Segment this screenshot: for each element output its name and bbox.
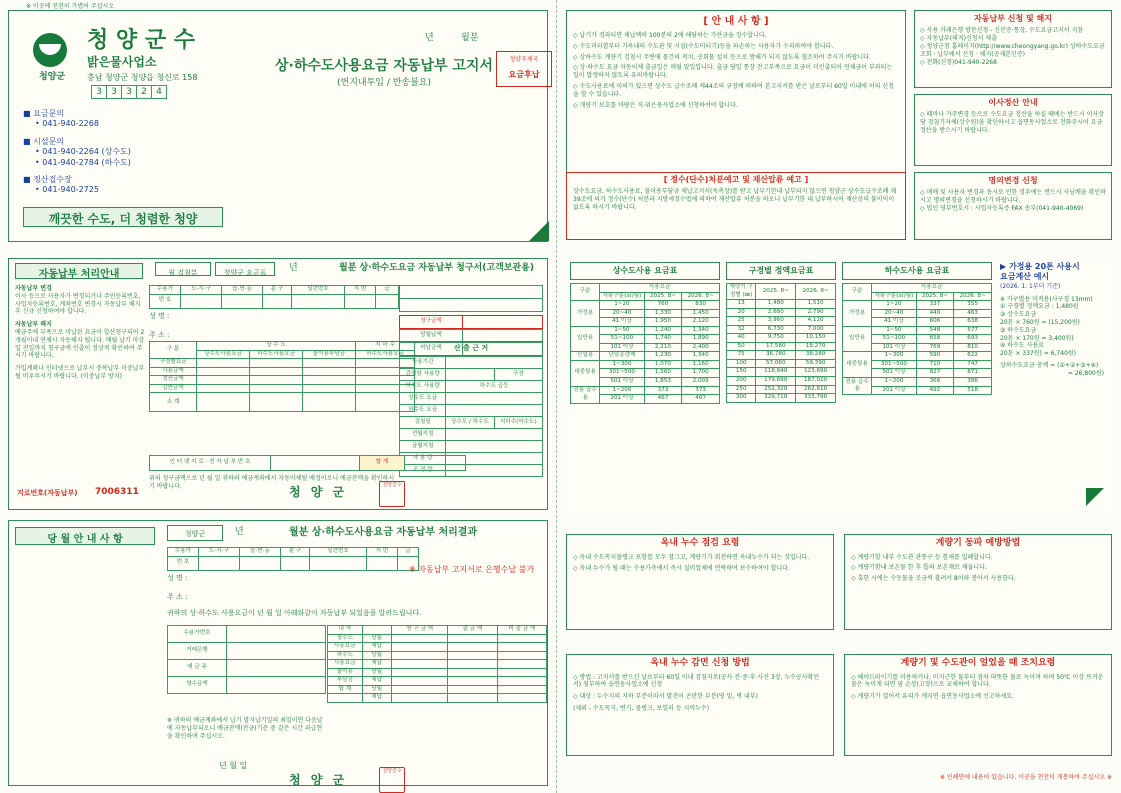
res-gr-4-a: 당월 [362,668,391,677]
example-line-5: 20톤 × 170원 = 3,400원) [1000,334,1074,342]
autopay-seal: 청양군수 [379,481,405,507]
res-lf-0: 수용가번호 [168,626,227,643]
tip-1-item-1: ◇ 계량기함내 보온물 한 후 톱의 보온재로 채웁니다. [851,564,1105,572]
cust-h-1: 도·시·구 [181,286,222,295]
cust-h-4: 일련번호 [292,286,345,295]
result-sentence: 귀하의 상·하수도 사용요금이 년 월 일 아래와같이 자동납부 되었음을 알려드립니다. [167,609,422,617]
cal-h-1: 2025. 8~ [756,284,796,300]
example-line-0: ※ 가구별용 미적용(사구경 13mm) [1000,295,1093,303]
tip-0-item-0: ◇ 옥내 수도꼭지물탱크 포함를 모두 잠그고, 계량기가 회전하면 옥내누수가 되는 것입니다. [573,554,827,562]
wr-h-use: 사용요금 [600,284,720,293]
water-rate-title: 상수도사용 요금표 [570,262,720,280]
amt-row-0: 구경별요금 [150,359,197,368]
example-subtitle: 요금계산 예시 [1000,272,1050,282]
res-gr-6-n: 합 계 [328,685,363,694]
sr-cls-2: 대중탕용 [843,352,872,378]
postal-stamp [496,51,552,87]
customer-info-table [149,285,399,340]
giro-line-table [149,455,466,471]
example-line-3: 20톤 × 760원 = (15,200원) [1000,318,1080,326]
doc-title: 상·하수도사용요금 자동납부 고지서 [275,58,493,74]
period-month: 월분 [461,33,479,43]
sewer-rate-block: 하수도사용 요금표 구분 사용요금 사용구분(㎥/월) 2025. 8~ 2026. 8~ 가정용 1~20 337 355 20~40 440 463 41 이상 606 638 일반용 1~50 548 577 51~100 658 693 101 이상 769 810 대중탕용 1~300 590 622 301~500 710 747 501 이상 827 871 전용 급수용 1~200 366 386 201 이상 492 518 [842,262,992,395]
cust-h-6: 급 [376,286,399,295]
sr-sub-2: 2026. 8~ [954,292,992,301]
wr-sub-0: 사용구분(㎥/월) [600,292,644,301]
tab-month-reading-label: 월 검침분 [168,269,198,277]
tip-0-item-1: ◇ 옥내 누수가 될 때는 수용가측에서 즉시 설비업체에 연락하여 보수하여야 합니다. [573,565,827,573]
result-amount-grid [327,625,547,703]
example-line-1: ① 구경별 정액요금 : 1,480원 [1000,303,1079,311]
name-change-item-0: ◇ 매매 및 사용자 변경과 동시로 인한 경우에는 반드시 사님배을 확인하시고 명의변경을 신청하시기 바랍니다. [920,189,1106,205]
period-year: 년 [425,33,434,43]
sewer-rate-title: 하수도사용 요금표 [842,262,992,280]
res-gh-3: 미 출 금 액 [497,626,546,635]
warning-body: 상수도요금, 하수도사용료, 물이용부담금 체납고지서(독촉장)를 받고 납부기한내 납부되지 않으면 청양군 상수도급수조례 제39조에 의거 정수(단수) 처분과 지방세징수법에 의하여 재산압류 처분을 하오니 납부기한 내 납부하시어 재산상의 불이익이 없도록 하시기 바랍니다. [573,188,897,211]
res-gr-2-n: 하수도 [328,651,363,660]
tip-2-item-0: ◇ 방법 : 고지서를 받으신 날로부터 60일 이내 검침지로(공사 전·중·후 사진 3장, 누수공사확인서) 첨부하여 읍면동사업소에 신청 [573,674,827,690]
apply-item-1: ◇ 자동납부(해지)신청서 제출 [920,35,1106,43]
result-signature: 청 양 군 [289,773,348,787]
wr-cls-4: 전용 급수용 [571,386,600,403]
example-line-7: 20톤 × 337원) = 6,740원) [1000,350,1077,358]
note-2-title: 가입계좌나 인터넷으로 납부시 중복납부 이중납부될 비우루시기 바랍니다. (이중납부 방지) [15,365,145,380]
cal-h-0: 계량기 구경별 (㎜) [727,284,756,300]
guide-item-4: ◇ 수도사용료에 이의가 있으면 상수도 급수조례 제44조의 규정에 의하여 본고지서를 받은 날로부터 60일 이내에 이의 신청을 할 수 있습니다. [573,83,899,99]
amt-row-3: 감면금액 [150,384,197,393]
cust-name-line: 성 명 : [149,311,170,320]
res-gr-5-b: 체납 [362,677,391,686]
tip-title-0: 옥내 누수 점검 요령 [660,538,740,548]
apply-item-2: ◇ 청양군청 홈페이지(http://www.cheongyang.go.kr) 상하수도요금조회 · 납부에서 신청 · 해지(공재본인증) [920,43,1106,59]
customer-header-table [149,285,399,309]
corner-mark-1 [529,221,549,241]
move-title: 이사정산 안내 [988,98,1038,107]
contact-head-0: ■ 요금문의 [23,109,273,119]
result-memo: ※ 귀하의 예금계좌에서 납기 말자납기일의 최일이면 다음날에 자동납부되오니 예금잔액(잔금)기준 중 같은 시간 파급현을 확인하여 주십시오. [167,717,323,740]
result-customer-table [167,547,419,602]
tip-3-item-1: ◇ 계량기가 얼어서 유리가 깨지면 읍면동사업소에 신고하세요. [851,693,1105,701]
sr-h-div: 구분 [843,284,872,301]
cust-h-5: 지 번 [345,286,376,295]
res-lf-3: 영수금액 [168,677,227,694]
result-seal: 청양군수 [379,767,405,793]
county-logo-label: 청양군 [38,72,66,82]
tip-2-item-1: ◇ 대상 : 누수지의 지하 부분이라서 발견이 곤란한 부분(땅 밑, 벽 내부) [573,693,827,701]
amt-row-1: 사용금액 [150,367,197,376]
postal-stamp-line1: 청양우체국 [509,56,539,63]
sr-sub-1: 2025. 8~ [916,292,954,301]
claim-blank-0 [400,286,543,299]
tip-3-item-0: ◇ 헤어드라이기를 이용하거나, 미지근한 물부터 점차 따뜻한 물로 녹이며 하며 50℃ 이상 뜨거운 물은 녹이게 되면 옆 손상(고장)으로 교체하여 합니다. [851,674,1105,690]
res-gr-6-b: 체납 [362,694,391,703]
guide-item-3: ◇ 상·하수도 요금 자동이체 출금일은 매월 말일입니다. 출금 당일 통장 잔고부족으로 요금이 미인출되어 연체금이 부과되는 일이 발생하지 않도록 유의바랍니다. [573,64,899,80]
water-rate-block: 상수도사용 요금표 구분 사용요금 사용구분(㎥/월) 2025. 8~ 2026. 8~ 가정용 1~20 760 830 20~40 1,330 1,450 41 이상 1,950 2,120 일반용 1~50 1,240 1,340 51~100 1,740 1,890 101 이상 2,210 2,400 산업용 단일종량제 1,230 1,340 대중탕용 1~300 1,070 1,160 301~500 1,560 1,700 501 이상 1,853 2,009 전용 급수용 1~200 373 373 201 이상 467 467 [570,262,720,404]
wr-sub-2: 2026. 8~ [682,292,720,301]
note-0-body: 이사 등으로 사용자가 변경되거나 주민등록번호, 사업자등록번호, 계좌번호 변경시 자동납부 해지 후 신규 신청하여야 합니다. [15,292,141,316]
calc-basis-table: 산 출 근 거 사용기간 검침원 사용량 구경 하수도 사용량 하수도 급등 상수도 요금 하수도 요금 검침일 상수도 / 하수도 지하수(하수도) 전월지침 금월지침 사 용 량 조 정 량 [399,341,543,477]
contact-line-1-1: • 041-940-2784 (하수도) [35,158,273,168]
autopay-notes [15,285,145,381]
res-gr-2-a: 당월 [362,651,391,660]
cust-h-0: 수용가 [150,286,181,295]
example-line-2: ② 상수도요금 [1000,311,1037,319]
res-name-line: 성 명 : [167,573,188,582]
res-addr-line: 주 소 : [167,592,188,601]
contact-line-2-0: • 041-940-2725 [35,185,273,195]
issuer-subtitle: 밝은물사업소 [87,55,157,70]
move-settle-sheet [914,94,1112,166]
example-line-4: ③ 하수도요금 [1000,326,1037,334]
name-change-sheet [914,172,1112,240]
autopay-signature: 청 양 군 [289,485,348,499]
result-date-line: 년 월 일 [219,761,248,770]
sr-cls-1: 일반용 [843,326,872,352]
giro-number-label: 지로번호(자동납부) [17,489,78,497]
amt-row-4: 소 계 [150,393,197,412]
result-year: 년 [235,527,244,537]
note-0-title: 자동납부 변경 [15,285,52,292]
issuer-address: 충남 청양군 청양읍 청신로 158 [87,72,198,82]
result-left-fields [167,625,326,694]
corner-mark-2 [1086,488,1104,506]
amt-h-div: 구 분 [150,342,197,359]
amt-sub-0: 상수도사용요금 [197,350,250,359]
bill-head-sheet [8,10,548,242]
guide-item-1: ◇ 수도미터함부터 가옥내의 수도관 및 시설(수도미터기)등을 파손하는 사용자가 수리하여야 합니다. [573,43,899,51]
res-lf-1: 거래은행 [168,643,227,660]
res-gr-6-a: 당월 [362,685,391,694]
apply-title: 자동납부 신청 및 해지 [974,14,1052,23]
calc-row-4: 하수도 요금 [400,405,446,417]
warning-title: [ 정수(단수)처분예고 및 재산압류 예고 ] [663,175,809,184]
apply-item-3: ◇ 전화(신청)041-940-2268 [920,59,1106,67]
giro-label-cell: 인 터 넷 지 로 · 전 자 납 부 번 호 [150,456,271,471]
res-h-3: 분 구 [281,548,310,557]
apply-sheet [914,10,1112,88]
claim-row-2: 미납금액 [400,343,463,356]
example-note: (2026. 1. 1부터 기준) [1000,282,1061,290]
top-open-note: ※ 이곳에 천천히 가볍어 주십시오 [26,3,115,10]
example-block [1000,262,1110,378]
result-section-title [15,527,155,545]
sr-cls-3: 전용 급수용 [843,378,872,395]
apply-item-0: ◇ 사용 거래은행 방문신청 - 신분증·통장, 수도요금고지서 지참 [920,27,1106,35]
sr-sub-0: 사용구분(㎥/월) [872,292,916,301]
tab-rate-table-label: 청양군 요금표 [223,269,267,277]
guide-title: [ 안 내 사 항 ] [703,16,769,27]
sr-cls-0: 가정용 [843,301,872,327]
amt-h-ground: 지 하 수 [356,342,415,351]
result-title: 월분 상·하수도사용요금 자동납부 처리결과 [289,527,478,538]
tip-sheet-1 [844,534,1112,630]
result-logo-box [167,525,223,541]
perforation-divider [556,0,557,793]
giro-number-value: 7006311 [95,487,139,497]
cust-h-2: 읍·면·동 [222,286,263,295]
giro-total-label: 합 계 [360,456,405,471]
warning-sheet [566,172,906,240]
res-gr-4-n: 물이용 [328,668,363,677]
amount-breakdown-table [149,341,415,412]
autopay-result-sheet [8,520,548,786]
tip-title-2: 옥내 누수 감면 신청 방법 [650,658,750,668]
wr-sub-1: 2025. 8~ [644,292,682,301]
wr-cls-0: 가정용 [571,301,600,327]
cal-h-2: 2026. 8~ [796,284,836,300]
tip-1-item-0: ◇ 계량기함 내부 수도관 관통구 등 틈새를 밀폐합니다. [851,554,1105,562]
example-line-9: = 26,800원) [1067,369,1104,377]
claim-row-1: 당월납액 [400,330,463,343]
tip-2-item-2: (제외 - 수도꼭지, 변기, 물탱크, 보일러 등 지역누수) [573,705,710,713]
sr-h-use: 사용요금 [872,284,992,293]
wr-cls-3: 대중탕용 [571,360,600,386]
caliber-rate-block: 구경별 정액요금표 계량기 구경별 (㎜) 2025. 8~ 2026. 8~ 13 1,480 1,510 20 2,680 2,790 25 3,960 4,120 32 6,730 7,000 40 9,750 10,150 50 17,580 18,270 75 36,780 38,280 100 57,060 59,390 150 118,840 123,690 200 179,690 187,020 250 252,320 262,610 300 329,710 333,790 [726,262,836,403]
move-item-0: ◇ 때마나 가주변경 등으로 수도요금 정산을 하실 때에는 반드시 이사상담 검침기자체(상수원)을 확인하시고 읍면동사업소로 전화주시어 요금정산을 받으시기 바랍니다. [920,111,1106,134]
autopay-year: 년 [289,263,298,273]
example-line-6: ④ 하수도 사용료 [1000,342,1044,350]
autopay-footer-note: 위의 청구금액으로 년 월 일 귀하의 예금계좌에서 자동이체될 예정이오니 예금잔액을 확인하시기 바랍니다. [149,475,395,490]
claim-blank-1 [400,299,543,312]
res-gr-3-b: 체납 [362,660,391,669]
note-1-body: 예금주에 부족으로 미납된 요금이 합산청구되어 2개월이내 연체시 자동해지 됩니다. 매월 납기 마감일 전일까지 청구금액 인출이 정상적 확인하여 주시기 바랍니다. [15,328,145,360]
tip-sheet-3 [844,654,1112,756]
name-change-item-1: ◇ 법인 영부번호서 : 사업자등록증 FAX 송부(041-940-4069) [920,205,1106,213]
slogan-text: 깨끗한 수도, 더 청렴한 청양 [48,212,198,226]
res-gh-1: 청 구 금 액 [391,626,448,635]
postal-stamp-line2: 요금후납 [508,69,540,79]
calc-row-0: 사용기간 [400,357,446,369]
autopay-request-header: 월분 상·하수도요금 자동납부 청구서(고객보관용) [339,263,534,273]
contact-line-1-0: • 041-940-2264 (상수도) [35,147,273,157]
issuer-title: 청 양 군 수 [87,28,195,53]
tip-title-3: 계량기 및 수도관이 얼었을 때 조치요령 [900,658,1056,668]
tip-sheet-2 [566,654,834,756]
autopay-section-title [15,263,143,279]
tab-rate-table[interactable] [215,262,275,276]
calc-row-3: 상수도 요금 [400,393,446,405]
res-h-1: 도·시·구 [199,548,240,557]
slogan-banner [23,207,223,227]
amt-sub-2: 물이용부담금 [303,350,356,359]
name-change-title: 명의변경 신청 [988,176,1038,185]
cust-addr-line: 주 소 : [149,330,170,339]
county-logo [21,33,83,82]
wr-cls-2: 산업용 [571,352,600,361]
res-gr-1-b: 체납 [362,643,391,652]
result-logo-label: 청양군 [184,530,206,538]
autopay-request-sheet [8,258,548,510]
calc-row-1: 검침원 사용량 [400,369,446,381]
cust-h-3: 분 구 [263,286,292,295]
caliber-rate-title: 구경별 정액요금표 [726,262,836,280]
calc-row-2: 하수도 사용량 [400,381,446,393]
contact-head-2: ■ 정산접수장 [23,175,273,185]
calc-basis-title: 산 출 근 거 [399,341,543,356]
amt-h-water: 상 수 도 [197,342,356,351]
guide-item-5: ◇ 개량기 보호를 마땅은 직·위은용사업소에 신청하여야 합니다. [573,102,899,110]
res-gr-0-n: 상수도 [328,634,363,643]
amt-row-2: 정산금액 [150,376,197,385]
amt-sub-1: 하수도사용요금 [250,350,303,359]
res-lf-2: 예 금 주 [168,660,227,677]
guide-item-0: ◇ 납기가 경과되면 체납액의 100분의 2에 해당하는 가산금을 징수합니다. [573,32,899,40]
tab-month-reading[interactable] [155,262,211,276]
tip-1-item-2: ◇ 혹한 시에는 수돗물을 조금씩 흘려서 8이와 봉아서 사용한다. [851,575,1105,583]
res-gh-0: 내 역 [328,626,363,635]
bottom-open-note: ※ 인쇄면에 내용이 있습니다. 이곳을 천천히 개봉하여 주십시오 ※ [939,774,1112,781]
note-1-title: 자동납부 해지 [15,321,52,329]
res-rowlabel-0: 번 호 [168,556,199,570]
res-gh-2: 출 금 액 [448,626,497,635]
autopay-section-title-text: 자동납부 처리안내 [38,269,120,280]
res-h-0: 수용가 [168,548,199,557]
doc-subtitle: (번지내투입 / 반송불요) [336,78,432,89]
rate-tables-sheet [566,262,1112,510]
tip-sheet-0 [566,534,834,630]
result-section-title-text: 당 월 안 내 사 항 [47,534,123,545]
contact-line-0-0: • 041-940-2268 [35,119,273,129]
amt-sub-3: 하수도사용요금 [356,350,415,359]
zip-boxes: 3 3 3 2 4 [91,85,167,99]
res-gr-3-n: 사용요금 [328,660,363,669]
res-gr-5-n: 부담금 [328,677,363,686]
claim-row-0: 청구금액 [400,316,463,329]
res-gr-1-n: 사용요금 [328,643,363,652]
cust-rowlabel-0: 번 호 [150,294,181,308]
guide-item-2: ◇ 상하수도 계량기 검침시 주변에 물건의 적치, 공회물 설치 등으로 방해가 되지 않도록 협조하여 주시기 바랍니다. [573,54,899,62]
wr-h-div: 구분 [571,284,600,301]
wr-cls-1: 일반용 [571,326,600,352]
res-h-5: 지 번 [367,548,398,557]
contact-head-1: ■ 시설문의 [23,137,273,147]
res-h-6: 급 [398,548,419,557]
contact-list [23,109,273,196]
doc-title-block [259,57,509,90]
example-line-8: 상하수도요금 총액 = (①+②+③+④) [1000,361,1099,369]
example-title: ▶ 가정용 20톤 사용시 [1000,262,1080,271]
tip-title-1: 계량기 동파 예방방법 [935,538,1021,548]
result-red-notice: ※ 자동납부 고지서로 은행수납 불가 [409,565,535,574]
res-h-4: 일련번호 [310,548,367,557]
res-h-2: 읍·면·동 [240,548,281,557]
res-gr-0-a: 당월 [362,634,391,643]
